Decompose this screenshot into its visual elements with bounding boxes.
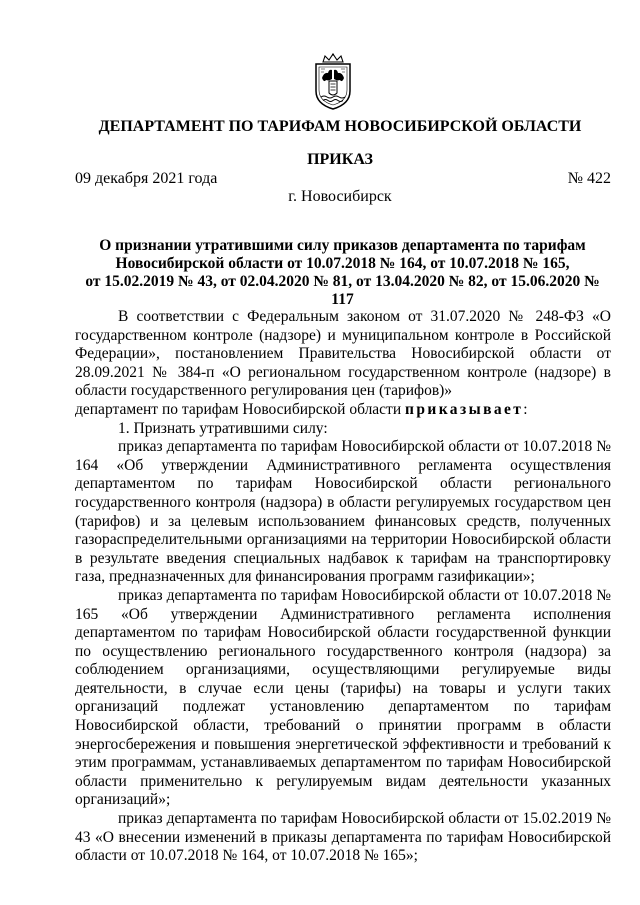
preamble-paragraph: В соответствии с Федеральным законом от 31.07.2020 № 248-ФЗ «О государственном контроле (надзоре) и муниципальном контроле в Российской Федерации», постановлением Правительства Новосибирской области от 28.09.2021 № 384-п «О региональном государственном контроле (надзоре) в области государственного регулирования цен (тарифов)» bbox=[75, 308, 611, 400]
decree-intro: департамент по тарифам Новосибирской области bbox=[75, 400, 406, 418]
decree-colon: : bbox=[523, 400, 528, 418]
decree-line bbox=[75, 401, 611, 420]
document-date: 09 декабря 2021 года bbox=[75, 170, 218, 187]
item-heading: 1. Признать утратившими силу: bbox=[118, 419, 328, 437]
department-title: ДЕПАРТАМЕНТ ПО ТАРИФАМ НОВОСИБИРСКОЙ ОБЛАСТИ bbox=[98, 118, 582, 135]
document-subject bbox=[75, 237, 610, 309]
document-type: ПРИКАЗ bbox=[307, 151, 373, 168]
order-paragraph-164: приказ департамента по тарифам Новосибирской области от 10.07.2018 № 164 «Об утверждении Административного регламента осуществления департаментом по тарифам Новосибирской области регионального государственного контроля (надзора) в области регулируемых государством цен (тарифов) и за целевым использованием финансовых средств, полученных газораспределительными организациями на территории Новосибирской области в результате введения специальных надбавок к тарифам на транспортировку газа, предназначенных для финансирования программ газификации»; bbox=[75, 438, 611, 586]
coat-of-arms-icon bbox=[311, 53, 355, 111]
decree-word: приказывает bbox=[405, 400, 524, 418]
document-body bbox=[75, 308, 611, 866]
order-paragraph-43: приказ департамента по тарифам Новосибирской области от 15.02.2019 № 43 «О внесении изменений в приказы департамента по тарифам Новосибирской области от 10.07.2018 № 164, от 10.07.2018 № 165»; bbox=[75, 810, 611, 865]
document-city: г. Новосибирск bbox=[288, 188, 392, 205]
document-number: № 422 bbox=[567, 170, 611, 187]
order-paragraph-165: приказ департамента по тарифам Новосибирской области от 10.07.2018 № 165 «Об утверждении Административного регламента исполнения департаментом по тарифам Новосибирской области государственной функции по осуществлению регионального государственного контроля (надзора) за соблюдением организациями, осуществляющими регулируемые виды деятельности, в случае если цены (тарифы) на товары и услуги таких организаций подлежат установлению департаментом по тарифам Новосибирской области, требований о принятии программ в области энергосбережения и повышения энергетической эффективности и требований к этим программам, устанавливаемых департаментом по тарифам Новосибирской области применительно к регулируемым видам деятельности указанных организаций»; bbox=[75, 586, 611, 809]
subject-line: от 15.02.2019 № 43, от 02.04.2020 № 81, от 13.04.2020 № 82, от 15.06.2020 № 117 bbox=[85, 273, 600, 308]
subject-line: Новосибирской области от 10.07.2018 № 164, от 10.07.2018 № 165, bbox=[115, 255, 570, 272]
subject-line: О признании утратившими силу приказов департамента по тарифам bbox=[99, 237, 586, 254]
